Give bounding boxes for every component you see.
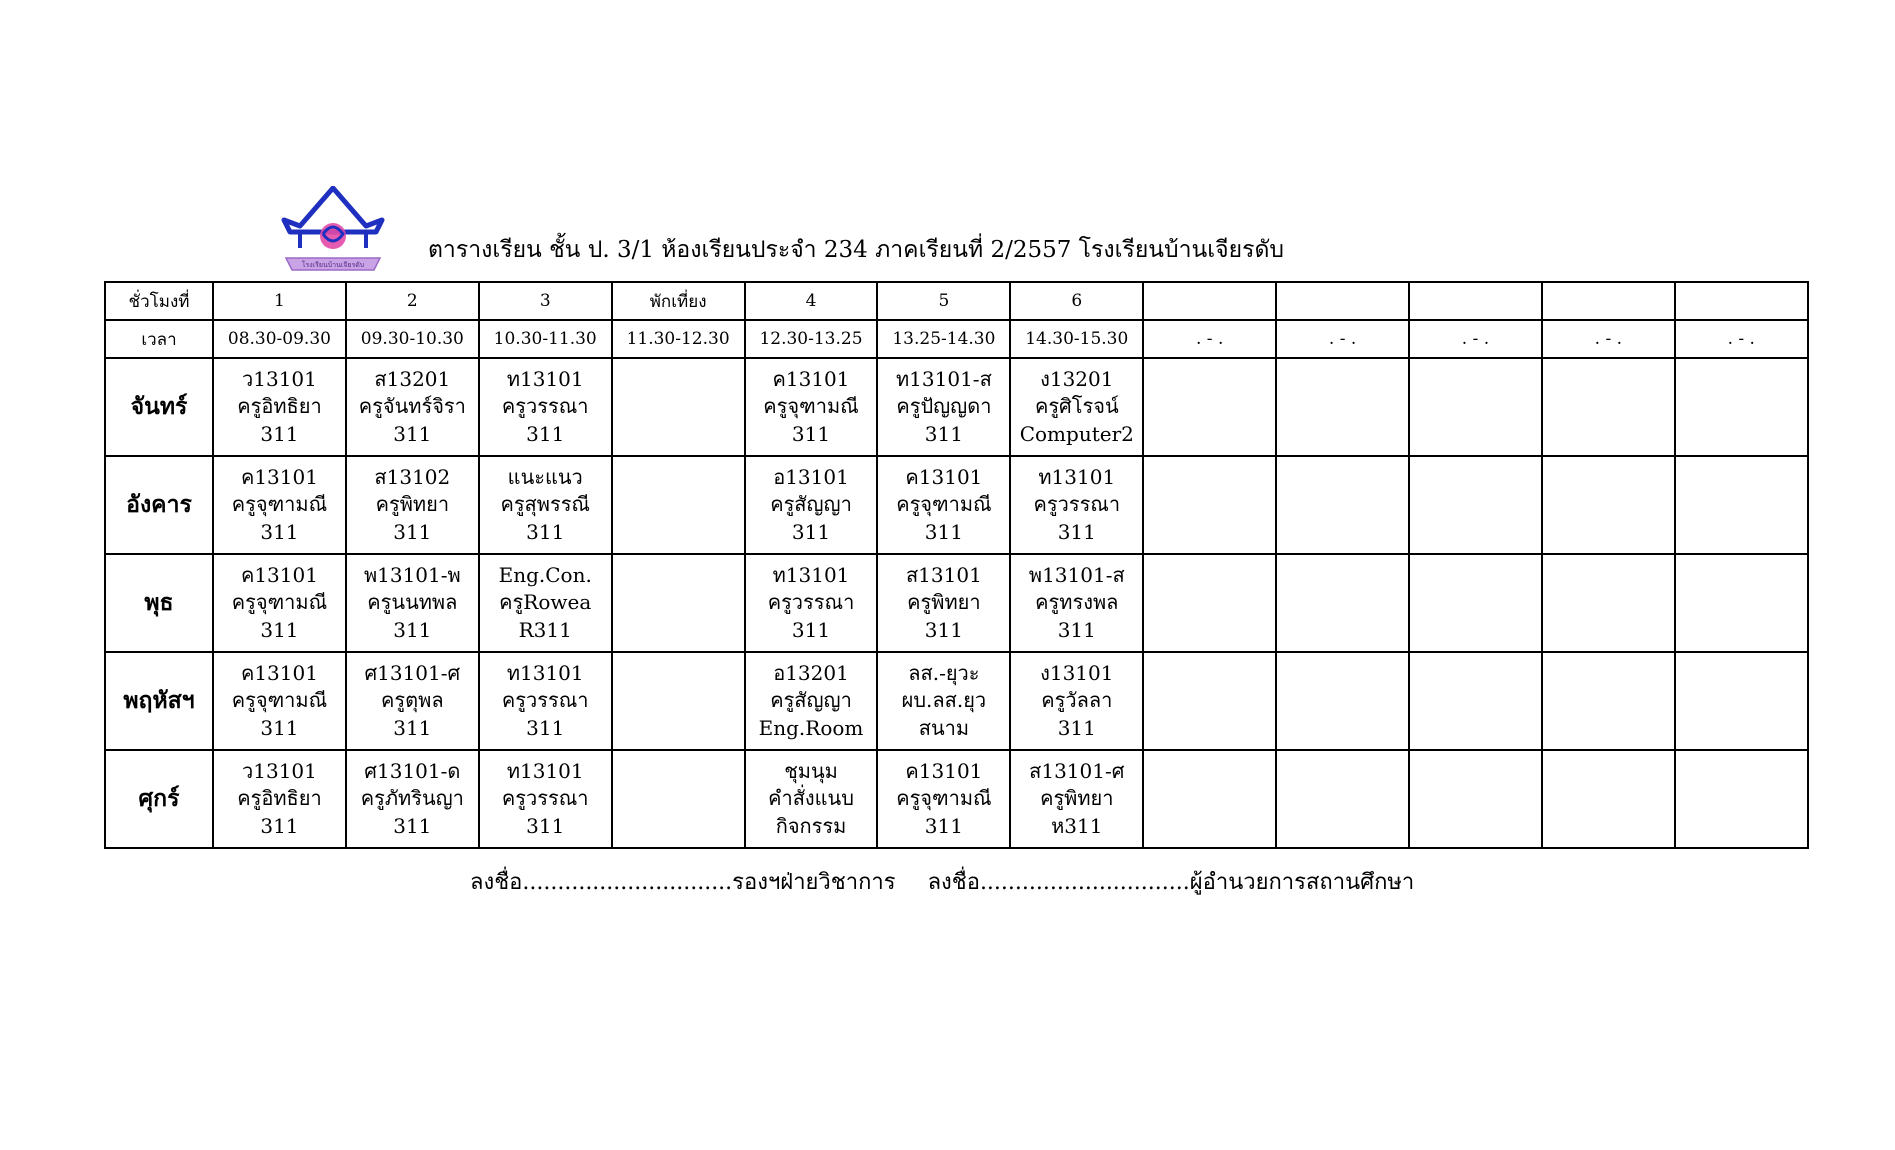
class-cell [1542,652,1675,750]
teacher-name: คำสั่งแนบ [768,786,854,811]
signature-right-dots: .............................. [979,870,1190,895]
class-cell [1010,358,1143,456]
day-row [105,456,1808,554]
teacher-name: ครูพิทยา [1040,786,1114,811]
class-cell [1276,652,1409,750]
time-header-cell: 11.30-12.30 [612,320,745,358]
subject-code: ง13201 [1040,366,1114,391]
class-cell [877,456,1010,554]
subject-code: ค13101 [905,464,983,489]
period-header-cell [1143,282,1276,320]
day-name: พฤหัสฯ [105,652,213,750]
class-cell [1010,652,1143,750]
room: 311 [1057,617,1096,642]
class-cell [1143,750,1276,848]
subject-code: ง13101 [1040,660,1114,685]
class-cell [1675,750,1808,848]
teacher-name: ครูจุฑามณี [896,492,992,517]
subject-code: ว13101 [242,366,317,391]
room: 311 [924,617,963,642]
room: 311 [393,813,432,838]
teacher-name: ครูจุฑามณี [231,590,328,615]
class-cell [479,554,612,652]
class-cell [213,358,346,456]
class-cell [1542,750,1675,848]
class-cell [612,358,745,456]
subject-code: ส13102 [374,464,451,489]
class-cell [1409,358,1542,456]
subject-code: ศ13101-ด [364,758,461,783]
teacher-name: ครูตุพล [381,688,444,713]
class-cell [1276,554,1409,652]
time-header-row [105,320,1808,358]
subject-code: ว13101 [242,758,317,783]
class-cell [1143,358,1276,456]
teacher-name: ครูภัทรินญา [360,786,464,811]
room: Eng.Room [758,715,864,740]
room: 311 [526,421,565,446]
class-cell [1409,750,1542,848]
teacher-name: ผบ.ลส.ยุว [901,688,987,713]
signature-left-role: รองฯฝ่ายวิชาการ [732,870,896,895]
class-cell [1675,554,1808,652]
room: 311 [924,519,963,544]
class-cell [612,456,745,554]
period-header-cell: พักเที่ยง [612,282,745,320]
time-header-cell: . - . [1143,320,1276,358]
teacher-name: ครูทรงพล [1035,590,1119,615]
class-cell [1675,358,1808,456]
class-cell [1143,554,1276,652]
day-row [105,652,1808,750]
teacher-name: ครูวรรณา [1033,492,1121,517]
day-row [105,554,1808,652]
class-cell [745,652,878,750]
period-header-cell: 1 [213,282,346,320]
teacher-name: ครูวรรณา [767,590,855,615]
room: 311 [393,421,432,446]
class-cell [479,456,612,554]
subject-code: ท13101-ส [896,366,992,391]
class-cell [346,358,479,456]
class-cell [1010,750,1143,848]
class-cell [1409,652,1542,750]
class-cell [745,554,878,652]
teacher-name: ครูจุฑามณี [231,492,328,517]
room: 311 [526,519,565,544]
time-label: เวลา [105,320,213,358]
class-cell [1542,456,1675,554]
class-cell [1409,554,1542,652]
class-cell [1675,456,1808,554]
signature-line [470,864,1414,899]
time-header-cell: . - . [1542,320,1675,358]
room: 311 [791,519,831,544]
period-header-row [105,282,1808,320]
time-header-cell: 14.30-15.30 [1010,320,1143,358]
class-cell [1675,652,1808,750]
period-header-cell: 6 [1010,282,1143,320]
day-name: จันทร์ [105,358,213,456]
period-header-cell: 4 [745,282,878,320]
class-cell [1010,456,1143,554]
room: ห311 [1051,813,1103,838]
room: 311 [791,617,831,642]
teacher-name: ครูวรรณา [501,394,589,419]
time-header-cell: . - . [1409,320,1542,358]
room: R311 [518,617,572,642]
period-header-cell: 3 [479,282,612,320]
class-cell [213,554,346,652]
teacher-name: ครูพิทยา [907,590,981,615]
subject-code: อ13201 [773,660,849,685]
class-cell [745,750,878,848]
class-cell [213,750,346,848]
teacher-name: ครูสุพรรณี [500,492,590,517]
room: 311 [1057,715,1096,740]
teacher-name: ครูอิทธิยา [237,394,322,419]
room: 311 [393,715,432,740]
class-cell [346,554,479,652]
room: 311 [260,519,299,544]
room: กิจกรรม [775,813,847,838]
subject-code: ท13101 [506,758,584,783]
teacher-name: ครูRowea [499,590,592,615]
teacher-name: ครูจันทร์จิรา [358,394,466,419]
class-cell [1143,652,1276,750]
subject-code: ส13101-ศ [1029,758,1125,783]
time-header-cell: 09.30-10.30 [346,320,479,358]
class-cell [1542,554,1675,652]
class-cell [877,652,1010,750]
teacher-name: ครูวรรณา [501,688,589,713]
room: 311 [260,813,299,838]
signature-right-role: ผู้อำนวยการสถานศึกษา [1189,870,1415,895]
page-title: ตารางเรียน ชั้น ป. 3/1 ห้องเรียนประจำ 234 ภาคเรียนที่ 2/2557 โรงเรียนบ้านเจียรดับ [428,237,1284,263]
time-header-cell: 08.30-09.30 [213,320,346,358]
class-cell [346,652,479,750]
class-cell [1276,358,1409,456]
subject-code: พ13101-ส [1028,562,1125,587]
class-cell [612,652,745,750]
time-header-cell: 12.30-13.25 [745,320,878,358]
class-cell [1276,456,1409,554]
day-row [105,750,1808,848]
period-header-cell [1409,282,1542,320]
subject-code: ค13101 [772,366,850,391]
teacher-name: ครูพิทยา [375,492,450,517]
teacher-name: ครูจุฑามณี [763,394,859,419]
period-label: ชั่วโมงที่ [105,282,213,320]
class-cell [479,652,612,750]
class-cell [612,554,745,652]
logo-caption: โรงเรียนบ้านเจียรดับ [301,261,365,269]
teacher-name: ครูสัญญา [770,492,852,517]
class-cell [479,750,612,848]
subject-code: ค13101 [905,758,983,783]
signature-left-prefix: ลงชื่อ [470,870,523,895]
room: 311 [260,617,299,642]
class-cell [1276,750,1409,848]
subject-code: พ13101-พ [363,562,461,587]
class-cell [877,358,1010,456]
class-cell [745,456,878,554]
room: 311 [924,813,963,838]
timetable [104,281,1809,849]
subject-code: ค13101 [240,464,318,489]
teacher-name: ครูสัญญา [770,688,852,713]
time-header-cell: 13.25-14.30 [877,320,1010,358]
subject-code: แนะแนว [507,464,583,489]
room: 311 [924,421,963,446]
teacher-name: ครูศิโรจน์ [1034,394,1119,419]
subject-code: ส13101 [905,562,982,587]
teacher-name: ครูวัลลา [1041,688,1113,713]
subject-code: ลส.-ยุวะ [908,660,980,685]
room: 311 [393,617,432,642]
class-cell [1143,456,1276,554]
teacher-name: ครูนนทพล [367,590,458,615]
day-name: อังคาร [105,456,213,554]
teacher-name: ครูจุฑามณี [231,688,328,713]
period-header-cell: 5 [877,282,1010,320]
room: 311 [1057,519,1096,544]
subject-code: ค13101 [240,562,318,587]
room: 311 [526,715,565,740]
subject-code: ส13201 [374,366,451,391]
time-header-cell: . - . [1276,320,1409,358]
teacher-name: ครูจุฑามณี [896,786,992,811]
day-name: พุธ [105,554,213,652]
time-header-cell: 10.30-11.30 [479,320,612,358]
room: 311 [393,519,432,544]
class-cell [745,358,878,456]
room: 311 [791,421,831,446]
signature-right-prefix: ลงชื่อ [927,870,980,895]
subject-code: ศ13101-ศ [364,660,461,685]
signature-left-dots: .............................. [522,870,733,895]
period-header-cell: 2 [346,282,479,320]
class-cell [612,750,745,848]
subject-code: อ13101 [773,464,849,489]
class-cell [346,456,479,554]
teacher-name: ครูวรรณา [501,786,589,811]
class-cell [213,456,346,554]
subject-code: ท13101 [506,366,584,391]
day-name: ศุกร์ [105,750,213,848]
subject-code: ค13101 [240,660,318,685]
room: 311 [260,715,299,740]
subject-code: ท13101 [506,660,584,685]
class-cell [1409,456,1542,554]
room: Computer2 [1019,421,1134,446]
room: สนาม [918,715,970,740]
period-header-cell [1542,282,1675,320]
subject-code: ท13101 [1038,464,1116,489]
room: 311 [526,813,565,838]
period-header-cell [1276,282,1409,320]
teacher-name: ครูอิทธิยา [237,786,322,811]
room: 311 [260,421,299,446]
class-cell [877,554,1010,652]
time-header-cell: . - . [1675,320,1808,358]
class-cell [1542,358,1675,456]
subject-code: ชุมนุม [784,758,838,783]
class-cell [479,358,612,456]
teacher-name: ครูปัญญดา [896,394,992,419]
subject-code: ท13101 [772,562,850,587]
period-header-cell [1675,282,1808,320]
day-row [105,358,1808,456]
subject-code: Eng.Con. [498,562,592,587]
class-cell [877,750,1010,848]
school-logo [278,186,388,274]
class-cell [1010,554,1143,652]
class-cell [213,652,346,750]
class-cell [346,750,479,848]
